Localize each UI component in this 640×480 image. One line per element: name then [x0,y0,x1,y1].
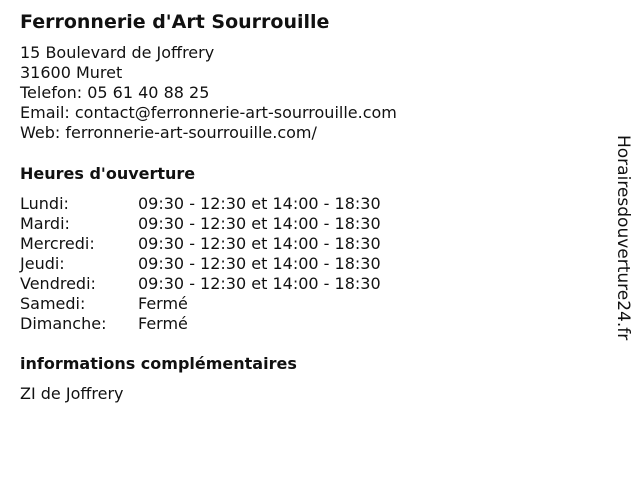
hours-row-saturday [20,294,381,314]
time-value: 09:30 - 12:30 et 14:00 - 18:30 [138,194,381,213]
time-value: Fermé [138,314,188,333]
web-line: Web: ferronnerie-art-sourrouille.com/ [20,123,317,142]
day-label: Lundi: [20,194,69,213]
time-value: 09:30 - 12:30 et 14:00 - 18:30 [138,254,381,273]
hours-row-friday [20,274,381,294]
hours-heading: Heures d'ouverture [20,164,196,183]
hours-row-tuesday [20,214,381,234]
hours-table [20,194,381,334]
day-label: Mercredi: [20,234,95,253]
site-watermark: Horairesdouverture24.fr [613,135,633,341]
info-heading: informations complémentaires [20,354,297,373]
day-label: Jeudi: [20,254,65,273]
business-name: Ferronnerie d'Art Sourrouille [20,11,330,33]
hours-row-thursday [20,254,381,274]
time-value: Fermé [138,294,188,313]
email-line: Email: contact@ferronnerie-art-sourrouille.com [20,103,397,122]
address-street: 15 Boulevard de Joffrery [20,43,215,62]
time-value: 09:30 - 12:30 et 14:00 - 18:30 [138,234,381,253]
day-label: Mardi: [20,214,70,233]
time-value: 09:30 - 12:30 et 14:00 - 18:30 [138,274,381,293]
hours-row-sunday [20,314,381,334]
day-label: Dimanche: [20,314,107,333]
day-label: Samedi: [20,294,86,313]
hours-row-monday [20,194,381,214]
info-text: ZI de Joffrery [20,384,124,403]
phone-line: Telefon: 05 61 40 88 25 [20,83,210,102]
address-city: 31600 Muret [20,63,123,82]
contact-block [20,43,397,143]
time-value: 09:30 - 12:30 et 14:00 - 18:30 [138,214,381,233]
hours-row-wednesday [20,234,381,254]
day-label: Vendredi: [20,274,96,293]
